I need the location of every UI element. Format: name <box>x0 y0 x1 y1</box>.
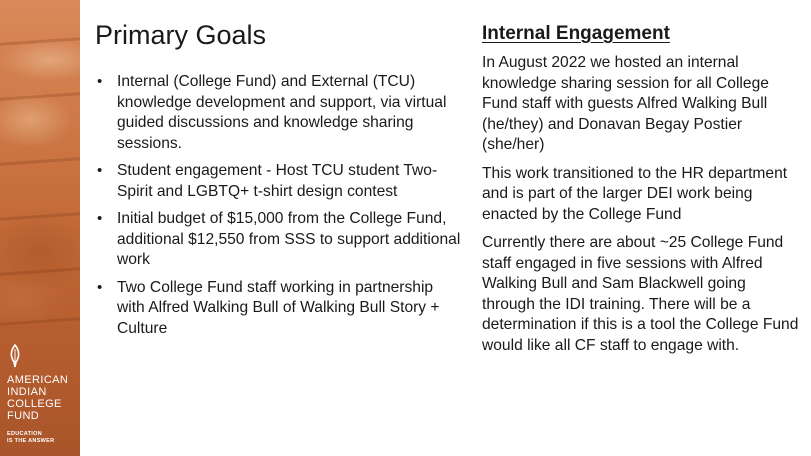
list-item-text: Initial budget of $15,000 from the College Fund, additional $12,550 from SSS to support additional work <box>117 210 461 268</box>
list-item <box>95 278 465 340</box>
list-item <box>95 72 465 154</box>
texture-streak <box>0 157 80 167</box>
bullet-icon: • <box>97 162 103 179</box>
decorative-sidebar <box>0 0 80 456</box>
list-item-text: Internal (College Fund) and External (TCU) knowledge development and support, via virtual guided discussions and knowledge sharing sessions. <box>117 73 447 152</box>
feather-logo-icon <box>8 344 22 368</box>
goals-list <box>95 72 465 339</box>
paragraph: In August 2022 we hosted an internal knowledge sharing session for all College Fund staff with guests Alfred Walking Bull (he/they) and Donavan Begay Postier (she/her) <box>482 54 769 153</box>
logo-line: FUND <box>7 410 40 422</box>
texture-streak <box>0 317 80 327</box>
list-item <box>95 161 465 202</box>
texture-streak <box>0 212 80 222</box>
logo-tagline <box>7 431 54 445</box>
logo-line: COLLEGE <box>7 398 62 410</box>
bullet-icon: • <box>97 73 103 90</box>
bullet-icon: • <box>97 278 103 296</box>
texture-streak <box>0 92 80 102</box>
list-item-text: Student engagement - Host TCU student Two-Spirit and LGBTQ+ t-shirt design contest <box>117 162 438 200</box>
primary-goals-section <box>95 18 465 346</box>
bullet-icon: • <box>97 210 103 227</box>
tagline-line: IS THE ANSWER <box>7 438 55 444</box>
section-heading: Internal Engagement <box>482 23 670 44</box>
internal-engagement-section <box>482 22 800 356</box>
section-title: Primary Goals <box>95 20 267 50</box>
texture-streak <box>0 37 80 47</box>
tagline-line: EDUCATION <box>7 431 42 437</box>
organization-logo-text <box>7 374 68 422</box>
list-item <box>95 209 465 271</box>
logo-line: INDIAN <box>7 386 47 398</box>
paragraph: Currently there are about ~25 College Fund staff engaged in five sessions with Alfred Walking Bull and Sam Blackwell going through the IDI training. There will be a determination if this is a tool the College Fund would like all CF staff to engage with. <box>482 234 799 354</box>
paragraph: This work transitioned to the HR department and is part of the larger DEI work being enacted by the College Fund <box>482 164 788 223</box>
list-item-text: Two College Fund staff working in partnership with Alfred Walking Bull of Walking Bull Story + Culture <box>117 278 440 337</box>
texture-streak <box>0 267 80 277</box>
logo-line: AMERICAN <box>7 374 69 386</box>
